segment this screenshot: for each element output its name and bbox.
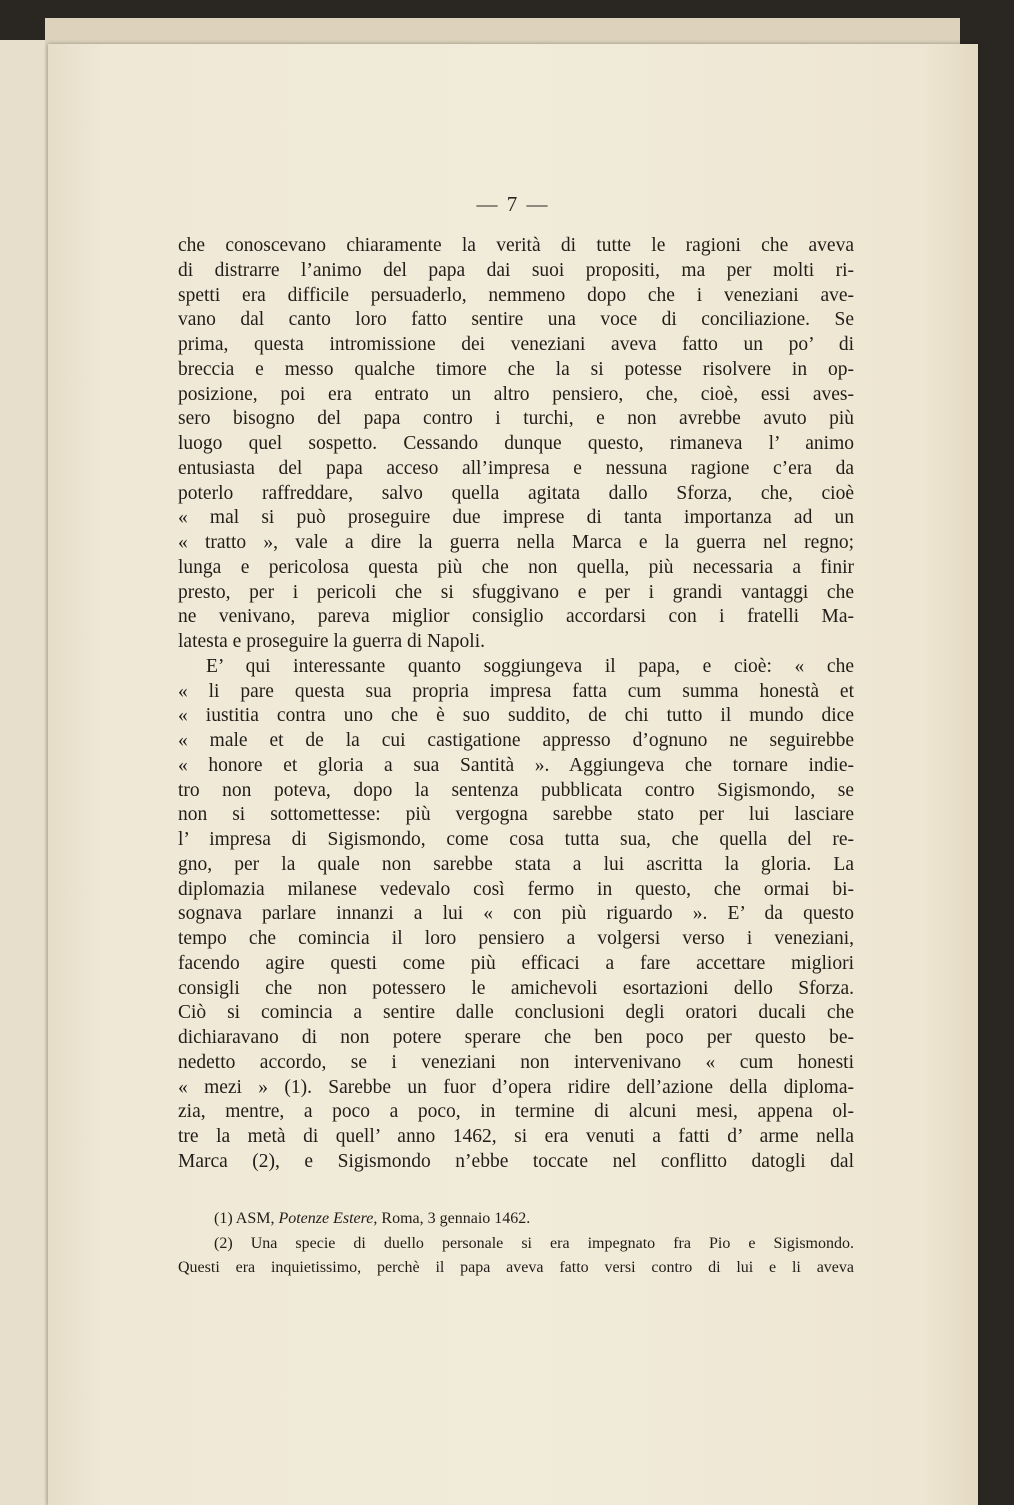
paragraph-end-line: latesta e proseguire la guerra di Napoli. — [178, 631, 486, 652]
footnotes — [178, 1207, 854, 1281]
book-page — [48, 44, 978, 1505]
text-line: « honore et gloria a sua Santità ». Aggiungeva che tornare indie- — [178, 754, 854, 776]
footnote-1-prefix: (1) ASM, — [214, 1210, 279, 1227]
text-line: « male et de la cui castigatione appresso d’ognuno ne seguirebbe — [178, 730, 854, 751]
text-line: posizione, poi era entrato un altro pensiero, che, cioè, essi aves- — [178, 383, 854, 405]
main-text — [178, 234, 854, 1175]
text-line: « mezi » (1). Sarebbe un fuor d’opera ridire dell’azione della diploma- — [178, 1076, 854, 1098]
text-line: tre la metà di quell’ anno 1462, si era venuti a fatti d’ arme nella — [178, 1126, 854, 1147]
text-line: poterlo raffreddare, salvo quella agitata dallo Sforza, che, cioè — [178, 482, 854, 504]
text-line: facendo agire questi come più efficaci a fare accettare migliori — [178, 952, 854, 974]
text-line: vano dal canto loro fatto sentire una voce di conciliazione. Se — [178, 309, 854, 331]
text-line: prima, questa intromissione dei veneziani aveva fatto un po’ di — [178, 334, 854, 355]
text-line: gno, per la quale non sarebbe stata a lui ascritta la gloria. La — [178, 853, 854, 875]
text-line: che conoscevano chiaramente la verità di tutte le ragioni che aveva — [178, 235, 854, 256]
text-line: breccia e messo qualche timore che la si potesse risolvere in op- — [178, 358, 854, 380]
text-line: dichiaravano di non potere sperare che ben poco per questo be- — [178, 1027, 854, 1048]
page-number: — 7 — — [476, 192, 550, 216]
text-line: sero bisogno del papa contro i turchi, e non avrebbe avuto più — [178, 408, 854, 430]
text-line: diplomazia milanese vedevalo così fermo in questo, che ormai bi- — [178, 878, 854, 900]
facing-page-edge — [0, 40, 51, 1505]
text-line: Ciò si comincia a sentire dalle conclusioni degli oratori ducali che — [178, 1002, 854, 1024]
footnote-1 — [178, 1207, 854, 1232]
text-line: tempo che comincia il loro pensiero a volgersi verso i veneziani, — [178, 928, 854, 949]
text-line: consigli che non potessero le amichevoli esortazioni dello Sforza. — [178, 977, 854, 999]
text-line: luogo quel sospetto. Cessando dunque questo, rimaneva l’ animo — [178, 433, 854, 454]
text-line: « tratto », vale a dire la guerra nella Marca e la guerra nel regno; — [178, 532, 854, 553]
text-line: « iustitia contra uno che è suo suddito, de chi tutto il mundo dice — [178, 705, 854, 727]
text-line: zia, mentre, a poco a poco, in termine di alcuni mesi, appena ol- — [178, 1101, 854, 1123]
text-line: nedetto accordo, se i veneziani non intervenivano « cum honesti — [178, 1051, 854, 1073]
text-line: « mal si può proseguire due imprese di tanta importanza ad un — [178, 507, 854, 529]
text-line: « li pare questa sua propria impresa fatta cum summa honestà et — [178, 680, 854, 702]
text-line: ne venivano, pareva miglior consiglio accordarsi con i fratelli Ma- — [178, 606, 854, 628]
text-line: di distrarre l’animo del papa dai suoi propositi, ma per molti ri- — [178, 259, 854, 281]
text-line: Marca (2), e Sigismondo n’ebbe toccate nel conflitto datogli dal — [178, 1150, 854, 1172]
text-line: non si sottomettesse: più vergogna sarebbe stato per lui lasciare — [178, 804, 854, 826]
paragraph-start-line: E’ qui interessante quanto soggiungeva il papa, e cioè: « che — [206, 655, 854, 677]
text-line: l’ impresa di Sigismondo, come cosa tutta sua, che quella del re- — [178, 829, 854, 850]
footnote-1-title: Potenze Estere — [278, 1210, 374, 1227]
text-line: lunga e pericolosa questa più che non quella, più necessaria a finir — [178, 556, 854, 578]
footnote-1-suffix: , Roma, 3 gennaio 1462. — [373, 1210, 531, 1227]
footnote-2-line: (2) Una specie di duello personale si era impegnato fra Pio e Sigismondo. — [214, 1234, 854, 1252]
footnote-2-line: Questi era inquietissimo, perchè il papa aveva fatto versi contro di lui e li aveva — [178, 1259, 854, 1276]
text-line: spetti era difficile persuaderlo, nemmeno dopo che i veneziani ave- — [178, 284, 854, 306]
text-line: entusiasta del papa acceso all’impresa e nessuna ragione c’era da — [178, 457, 854, 479]
text-line: tro non poteva, dopo la sentenza pubblicata contro Sigismondo, se — [178, 779, 854, 801]
text-line: sognava parlare innanzi a lui « con più riguardo ». E’ da questo — [178, 903, 854, 925]
text-line: presto, per i pericoli che si sfuggivano e per i grandi vantaggi che — [178, 581, 854, 603]
